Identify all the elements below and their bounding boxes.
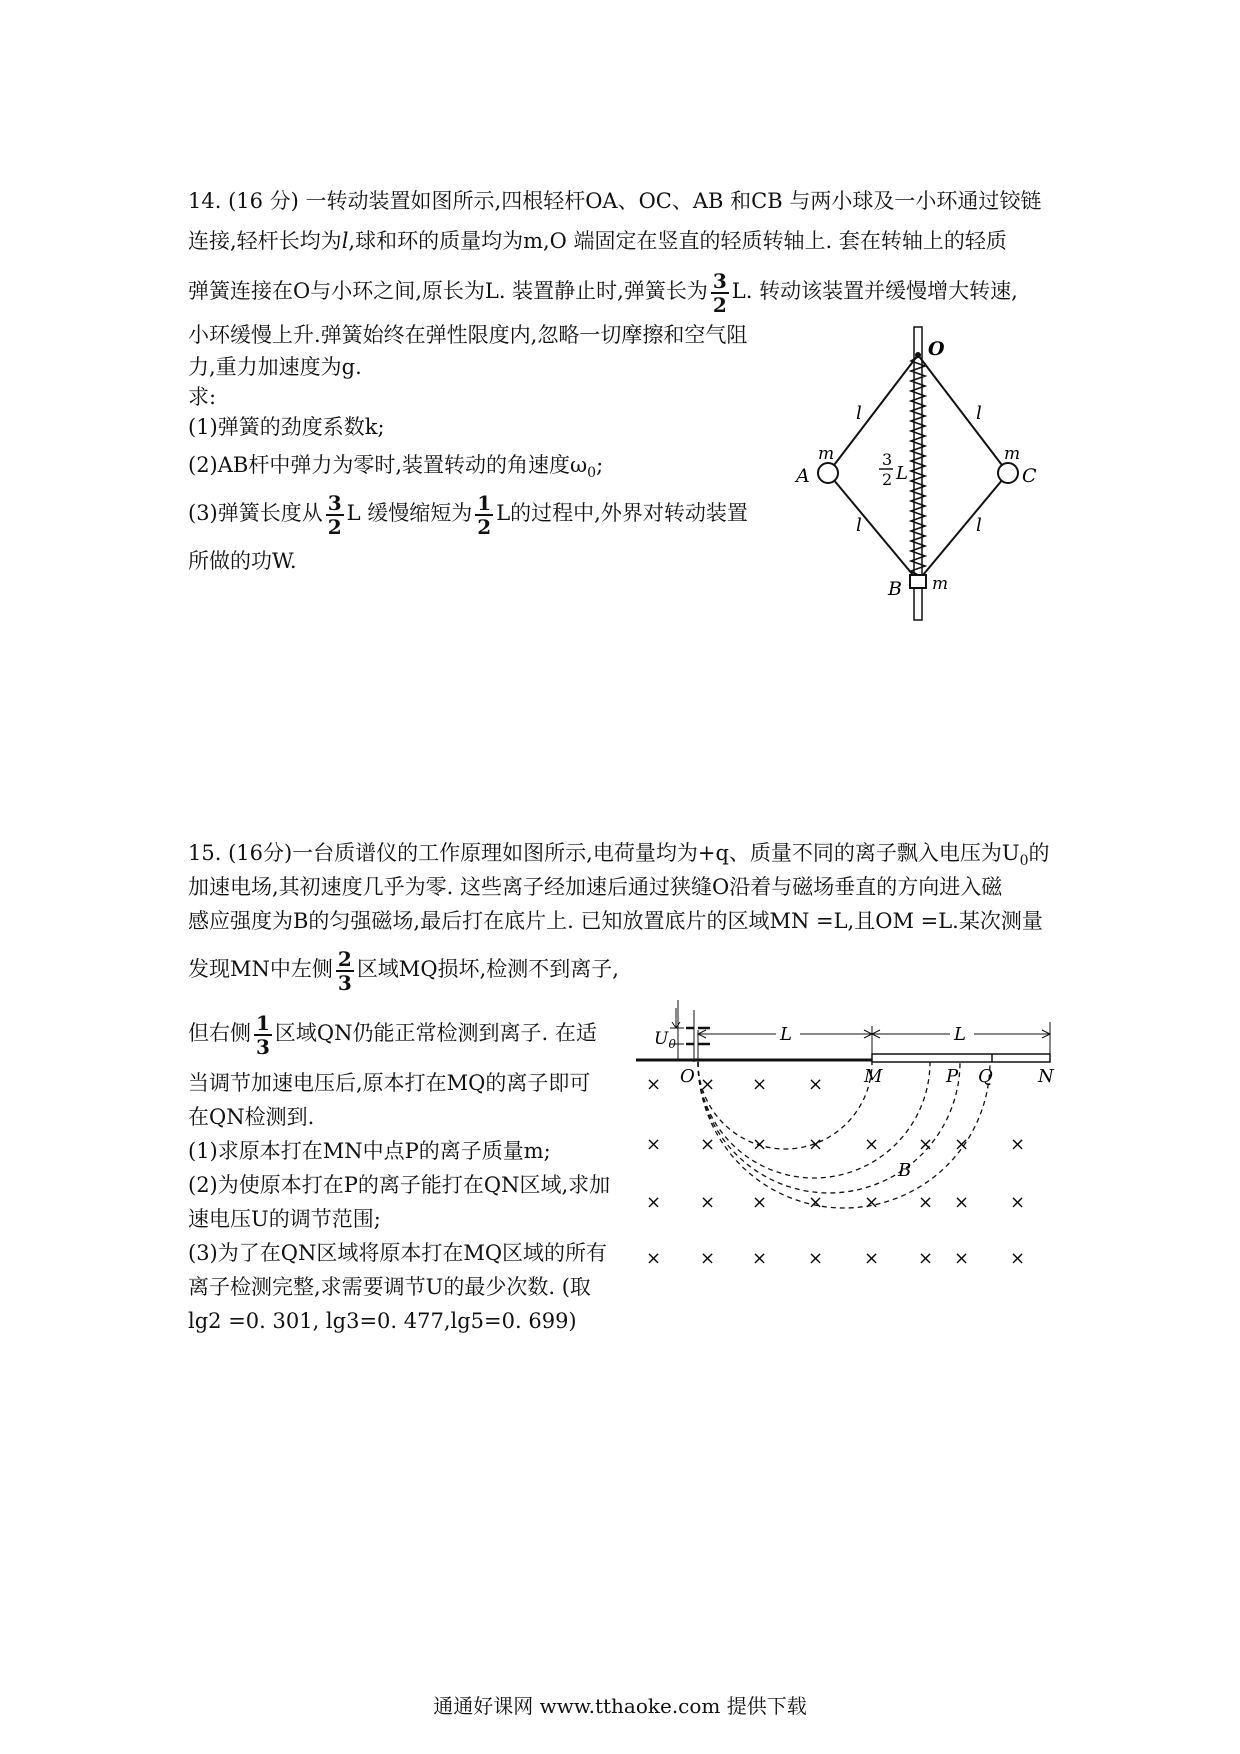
label-l-AB: l [856, 515, 862, 536]
fraction-numerator: 2 [337, 946, 352, 971]
svg-text:×: × [918, 1248, 934, 1269]
q15-line5-b: 区域QN仍能正常检测到离子. 在适 [274, 1021, 597, 1045]
q14-part3-fraction1 [326, 490, 344, 539]
svg-text:×: × [864, 1248, 880, 1269]
label-l-OA: l [856, 403, 862, 424]
label-O: O [680, 1066, 695, 1087]
fraction-numerator: 1 [256, 1010, 270, 1035]
q14-line1: 14. (16 分) 一转动装置如图所示,四根轻杆OA、OC、AB 和CB 与两小球及一小环通过铰链 [188, 189, 1042, 213]
label-L-MN: L [954, 1024, 966, 1045]
q14-part2-a: (2)AB杆中弹力为零时,装置转动的角速度ω [188, 453, 588, 477]
q15-line1-sub: 0 [1019, 853, 1029, 870]
label-U0: $U_0$ [654, 1029, 676, 1051]
q14-line5: 力,重力加速度为g. [188, 355, 362, 379]
label-m-B: m [932, 574, 949, 594]
svg-text:×: × [808, 1134, 824, 1155]
svg-text:×: × [646, 1134, 662, 1155]
q14-part2 [188, 450, 603, 488]
q15-line5-fraction [254, 1010, 272, 1059]
q15-line5 [188, 1004, 597, 1062]
q14-part3-b: L 缓慢缩短为 [346, 501, 473, 525]
svg-text:×: × [808, 1192, 824, 1213]
label-Q: Q [978, 1066, 993, 1087]
svg-text:×: × [700, 1248, 716, 1269]
spring-L: L [896, 463, 908, 484]
q15-line4 [188, 940, 619, 998]
label-N: N [1038, 1066, 1054, 1087]
q15-line1 [188, 838, 1050, 876]
q15-figure [636, 1000, 1066, 1270]
svg-text:×: × [752, 1248, 768, 1269]
rod-OC [918, 355, 1008, 473]
film-MN [872, 1054, 1050, 1062]
svg-text:×: × [864, 1134, 880, 1155]
svg-text:×: × [1010, 1192, 1026, 1213]
label-m-A: m [818, 444, 835, 464]
svg-text:×: × [1010, 1134, 1026, 1155]
q14-line2-b: ,球和环的质量均为m,O 端固定在竖直的轻质转轴上. 套在转轴上的轻质 [348, 229, 1007, 253]
fraction-denominator: 3 [337, 970, 352, 995]
hinge-O [915, 352, 921, 358]
q14-part3-c: L的过程中,外界对转动装置 [496, 501, 748, 525]
q15-line6: 当调节加速电压后,原本打在MQ的离子即可 [188, 1071, 591, 1095]
q14-line3 [188, 262, 1018, 320]
q14-line2-a: 连接,轻杆长均为 [188, 229, 342, 253]
q15-part2a: (2)为使原本打在P的离子能打在QN区域,求加 [188, 1173, 611, 1197]
label-O: O [928, 338, 945, 360]
q14-part1: (1)弹簧的劲度系数k; [188, 415, 385, 439]
svg-text:×: × [646, 1248, 662, 1269]
q15-part3a: (3)为了在QN区域将原本打在MQ区域的所有 [188, 1241, 608, 1265]
svg-text:×: × [700, 1192, 716, 1213]
q14-part3-a: (3)弹簧长度从 [188, 501, 323, 525]
ball-A [818, 463, 838, 483]
q14-line2 [188, 226, 1007, 256]
q14-line6: 求: [188, 385, 217, 409]
q15-line4-fraction [336, 946, 354, 995]
q15-line2: 加速电场,其初速度几乎为零. 这些离子经加速后通过狭缝O沿着与磁场垂直的方向进入磁 [188, 875, 1003, 899]
fraction-denominator: 2 [712, 292, 727, 317]
label-P: P [946, 1066, 959, 1087]
fraction-numerator: 1 [477, 490, 492, 515]
magnetic-field-crosses [646, 1074, 1025, 1269]
svg-text:×: × [864, 1192, 880, 1213]
svg-text:×: × [954, 1248, 970, 1269]
footer-credit: 通通好课网 www.tthaoke.com 提供下载 [433, 1694, 807, 1718]
fraction-denominator: 3 [256, 1034, 270, 1059]
svg-text:×: × [752, 1074, 768, 1095]
svg-text:×: × [918, 1134, 934, 1155]
label-B: B [888, 578, 902, 600]
label-B: B [898, 1160, 912, 1181]
q15-line4-a: 发现MN中左侧 [188, 957, 333, 981]
svg-text:×: × [918, 1192, 934, 1213]
rod-CB [918, 473, 1008, 581]
q15-line3: 感应强度为B的匀强磁场,最后打在底片上. 已知放置底片的区域MN =L,且OM =L.某次测量 [188, 909, 1043, 933]
spring-frac-den: 2 [882, 470, 893, 489]
spring-frac-num: 3 [882, 450, 893, 469]
label-L-OM: L [780, 1024, 792, 1045]
q14-part2-sub: 0 [587, 465, 597, 482]
q15-line7: 在QN检测到. [188, 1105, 315, 1129]
q15-line5-a: 但右侧 [188, 1021, 251, 1045]
q14-part3 [188, 484, 748, 542]
fraction-numerator: 3 [327, 490, 342, 515]
q14-line3-fraction [711, 268, 729, 317]
label-l-CB: l [976, 515, 982, 536]
svg-text:×: × [700, 1134, 716, 1155]
spring [911, 357, 925, 575]
svg-text:×: × [808, 1248, 824, 1269]
q15-line1-text: 15. (16分)一台质谱仪的工作原理如图所示,电荷量均为+q、质量不同的离子飘入电压为U [188, 841, 1020, 865]
ball-C [998, 463, 1018, 483]
label-M: M [864, 1066, 883, 1087]
svg-text:×: × [752, 1192, 768, 1213]
ring-B [910, 575, 926, 588]
q14-line2-l: l [341, 229, 349, 253]
fraction-numerator: 3 [712, 268, 727, 293]
svg-text:×: × [1010, 1248, 1026, 1269]
svg-text:×: × [808, 1074, 824, 1095]
trajectory-P [698, 1062, 960, 1193]
fraction-denominator: 2 [477, 514, 492, 539]
label-m-C: m [1004, 444, 1021, 464]
q14-part3-fraction2 [475, 490, 493, 539]
fraction-denominator: 2 [327, 514, 342, 539]
q15-line1-end: 的 [1028, 841, 1050, 865]
q14-part2-b: ; [596, 453, 604, 477]
q15-part2b: 速电压U的调节范围; [188, 1207, 381, 1231]
q14-line3-b: L. 转动该装置并缓慢增大转速, [731, 279, 1018, 303]
q14-line4: 小环缓慢上升.弹簧始终在弹性限度内,忽略一切摩擦和空气阻 [188, 323, 748, 347]
svg-text:×: × [954, 1134, 970, 1155]
label-A: A [796, 465, 810, 487]
q15-part3b: 离子检测完整,求需要调节U的最少次数. (取 [188, 1275, 591, 1299]
label-l-OC: l [976, 403, 982, 424]
rod-OA [828, 355, 918, 473]
rod-AB [828, 473, 918, 581]
q14-line3-a: 弹簧连接在O与小环之间,原长为L. 装置静止时,弹簧长为 [188, 279, 708, 303]
q15-part1: (1)求原本打在MN中点P的离子质量m; [188, 1139, 551, 1163]
q14-part3-d: 所做的功W. [188, 549, 297, 573]
q15-line4-b: 区域MQ损坏,检测不到离子, [356, 957, 619, 981]
svg-text:×: × [954, 1192, 970, 1213]
trajectory-M [698, 1062, 872, 1149]
svg-text:×: × [646, 1192, 662, 1213]
q15-part3c: lg2 =0. 301, lg3=0. 477,lg5=0. 699) [188, 1309, 577, 1333]
q14-figure [790, 325, 1037, 625]
label-C: C [1022, 465, 1037, 487]
svg-text:×: × [646, 1074, 662, 1095]
svg-text:×: × [752, 1134, 768, 1155]
svg-text:×: × [700, 1074, 716, 1095]
